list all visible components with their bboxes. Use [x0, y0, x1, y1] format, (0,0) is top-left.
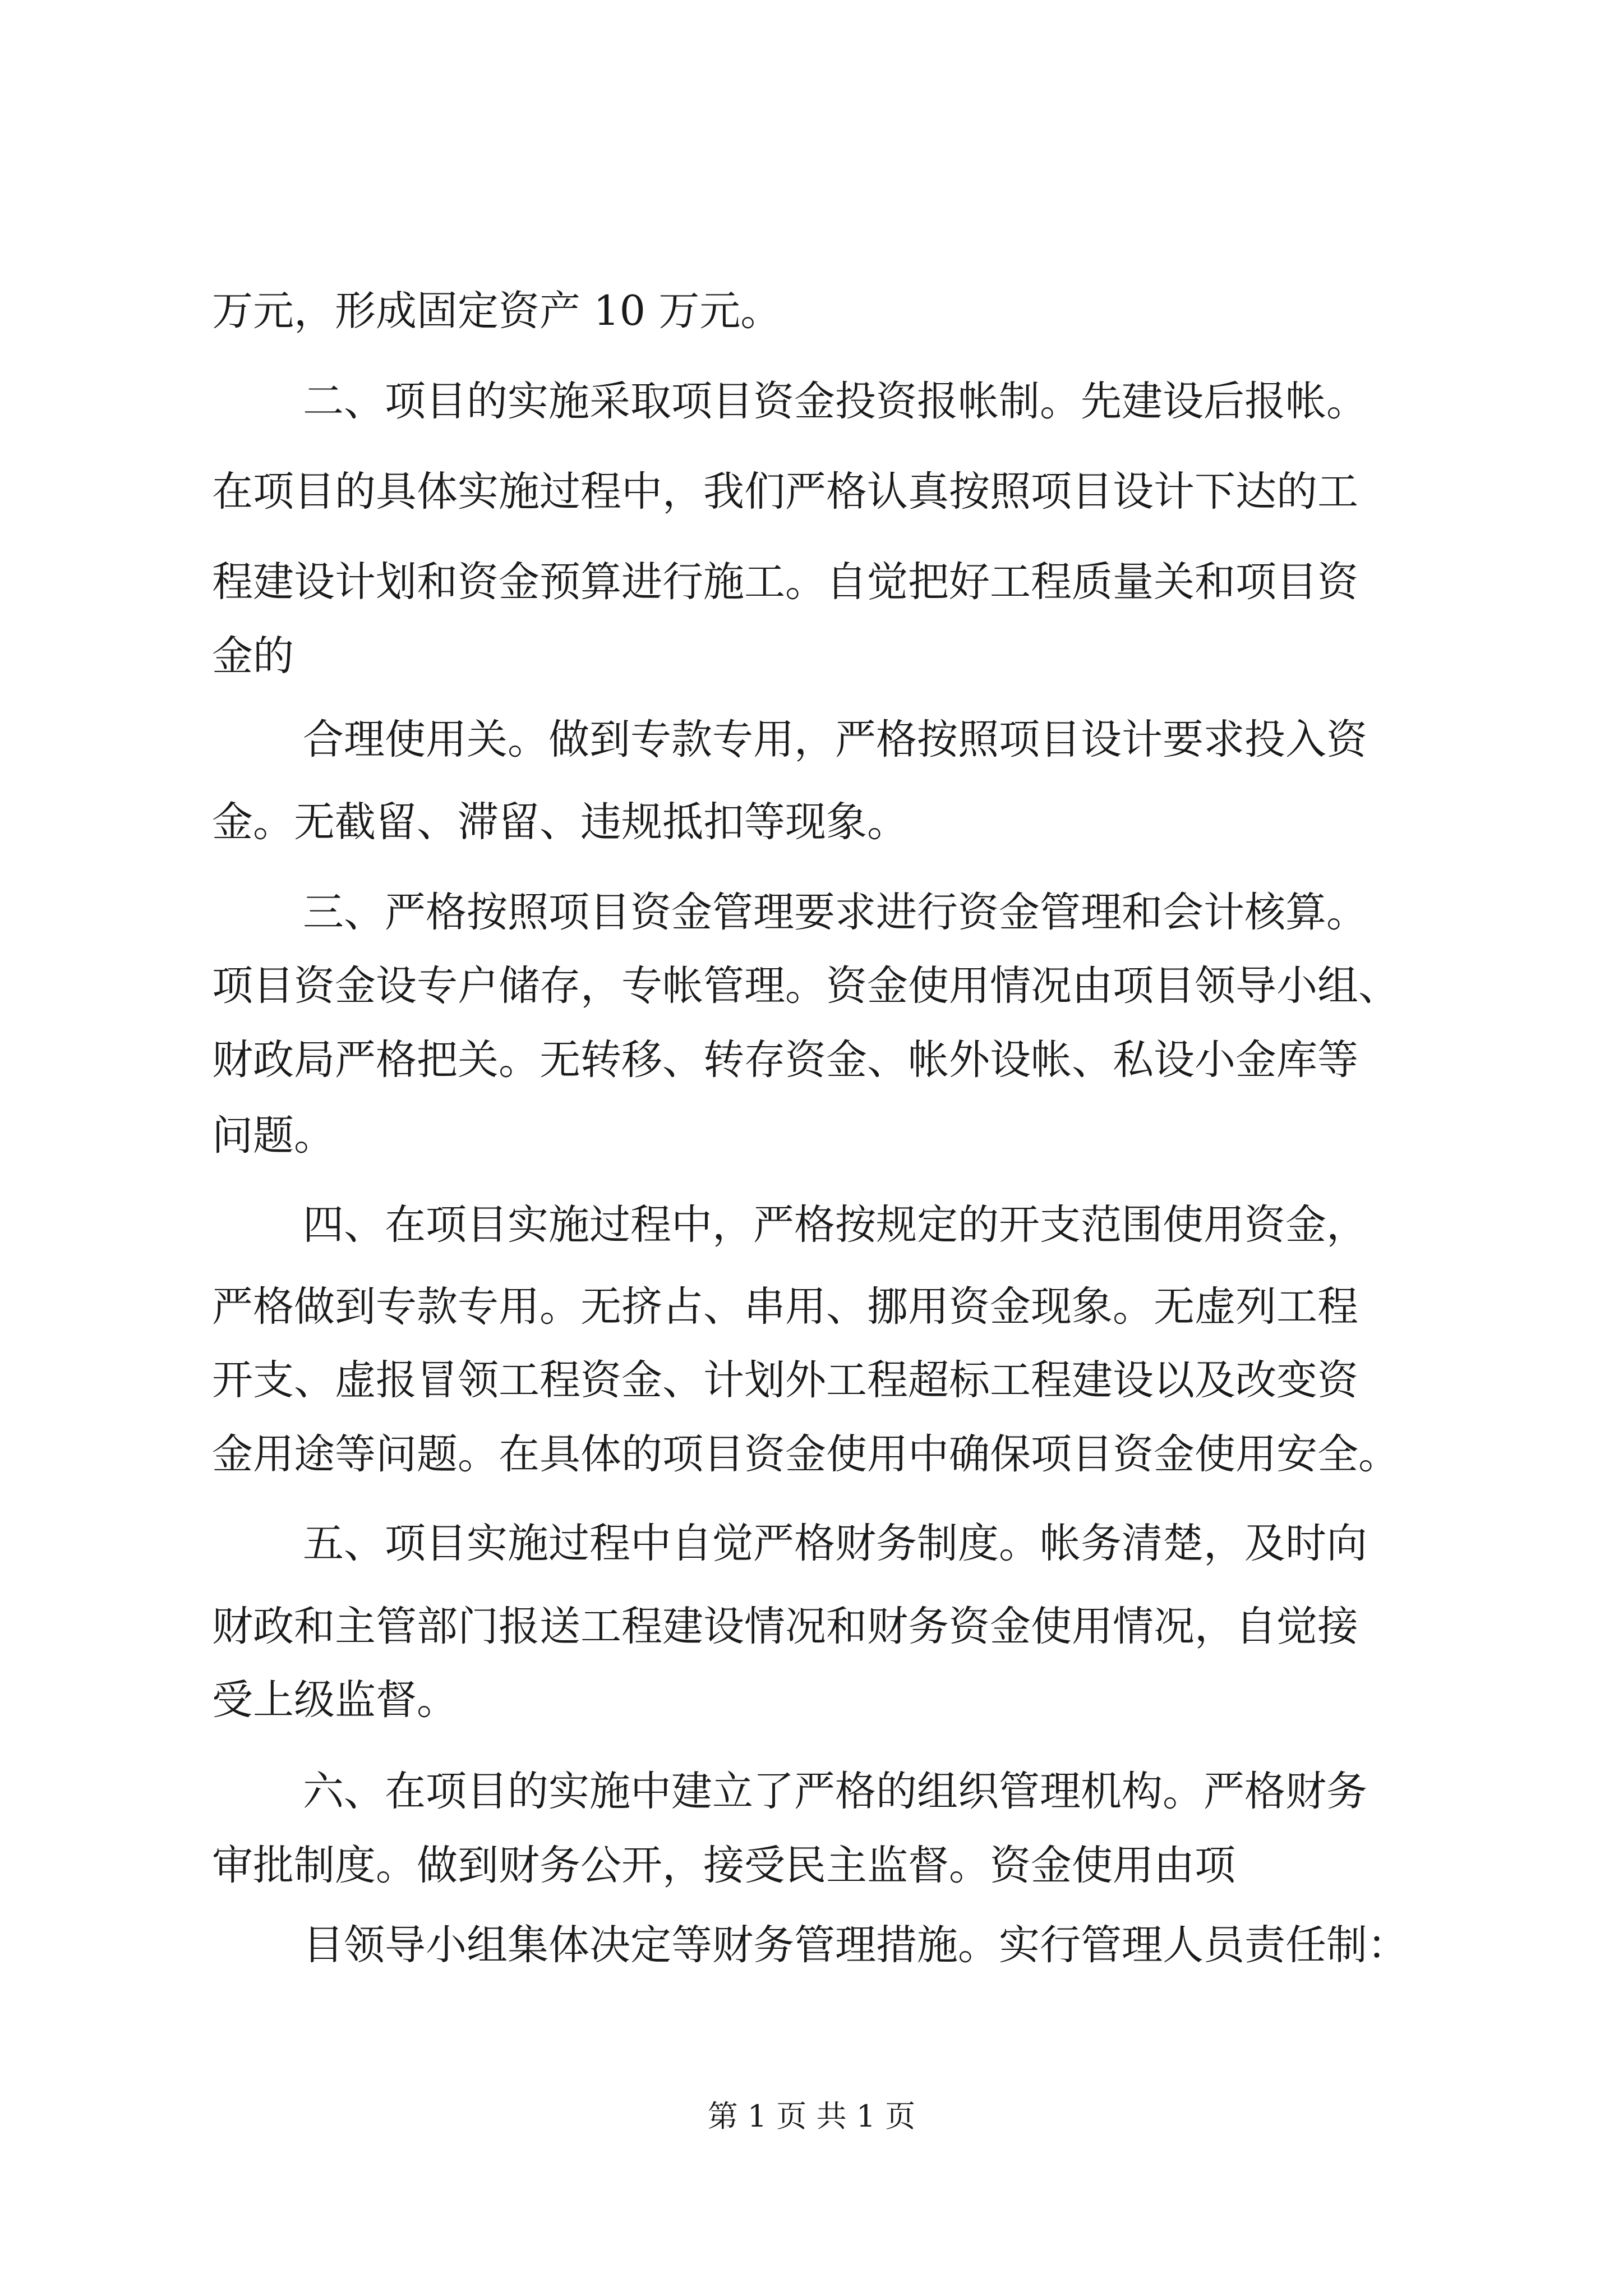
- text-line: 在项目的具体实施过程中，我们严格认真按照项目设计下达的工: [212, 468, 1358, 516]
- text-line: 程建设计划和资金预算进行施工。自觉把好工程质量关和项目资: [212, 558, 1358, 606]
- text-line: 严格做到专款专用。无挤占、串用、挪用资金现象。无虚列工程: [212, 1283, 1358, 1331]
- text-line: 万元，形成固定资产 10 万元。: [212, 287, 782, 335]
- text-line: 受上级监督。: [212, 1676, 458, 1724]
- text-line: 开支、虚报冒领工程资金、计划外工程超标工程建设以及改变资: [212, 1356, 1358, 1404]
- paragraph-5-start: 五、项目实施过程中自觉严格财务制度。帐务清楚，及时向: [303, 1520, 1367, 1567]
- text-line: 目领导小组集体决定等财务管理措施。实行管理人员责任制：: [303, 1921, 1408, 1969]
- text-line: 合理使用关。做到专款专用，严格按照项目设计要求投入资: [303, 716, 1367, 763]
- paragraph-6-start: 六、在项目的实施中建立了严格的组织管理机构。严格财务: [303, 1768, 1367, 1815]
- text-line: 审批制度。做到财务公开，接受民主监督。资金使用由项: [212, 1842, 1235, 1889]
- paragraph-3-start: 三、严格按照项目资金管理要求进行资金管理和会计核算。: [303, 889, 1367, 936]
- text-line: 财政局严格把关。无转移、转存资金、帐外设帐、私设小金库等: [212, 1036, 1358, 1084]
- text-line: 项目资金设专户储存，专帐管理。资金使用情况由项目领导小组、: [212, 962, 1399, 1010]
- text-line: 问题。: [212, 1112, 335, 1159]
- paragraph-2-start: 二、项目的实施采取项目资金投资报帐制。先建设后报帐。: [303, 378, 1367, 425]
- text-line: 金的: [212, 632, 294, 680]
- paragraph-4-start: 四、在项目实施过程中，严格按规定的开支范围使用资金，: [303, 1201, 1367, 1249]
- text-line: 金用途等问题。在具体的项目资金使用中确保项目资金使用安全。: [212, 1430, 1399, 1478]
- text-line: 财政和主管部门报送工程建设情况和财务资金使用情况，自觉接: [212, 1603, 1358, 1650]
- page-number-footer: 第 1 页 共 1 页: [707, 2099, 916, 2134]
- text-line: 金。无截留、滞留、违规抵扣等现象。: [212, 798, 908, 846]
